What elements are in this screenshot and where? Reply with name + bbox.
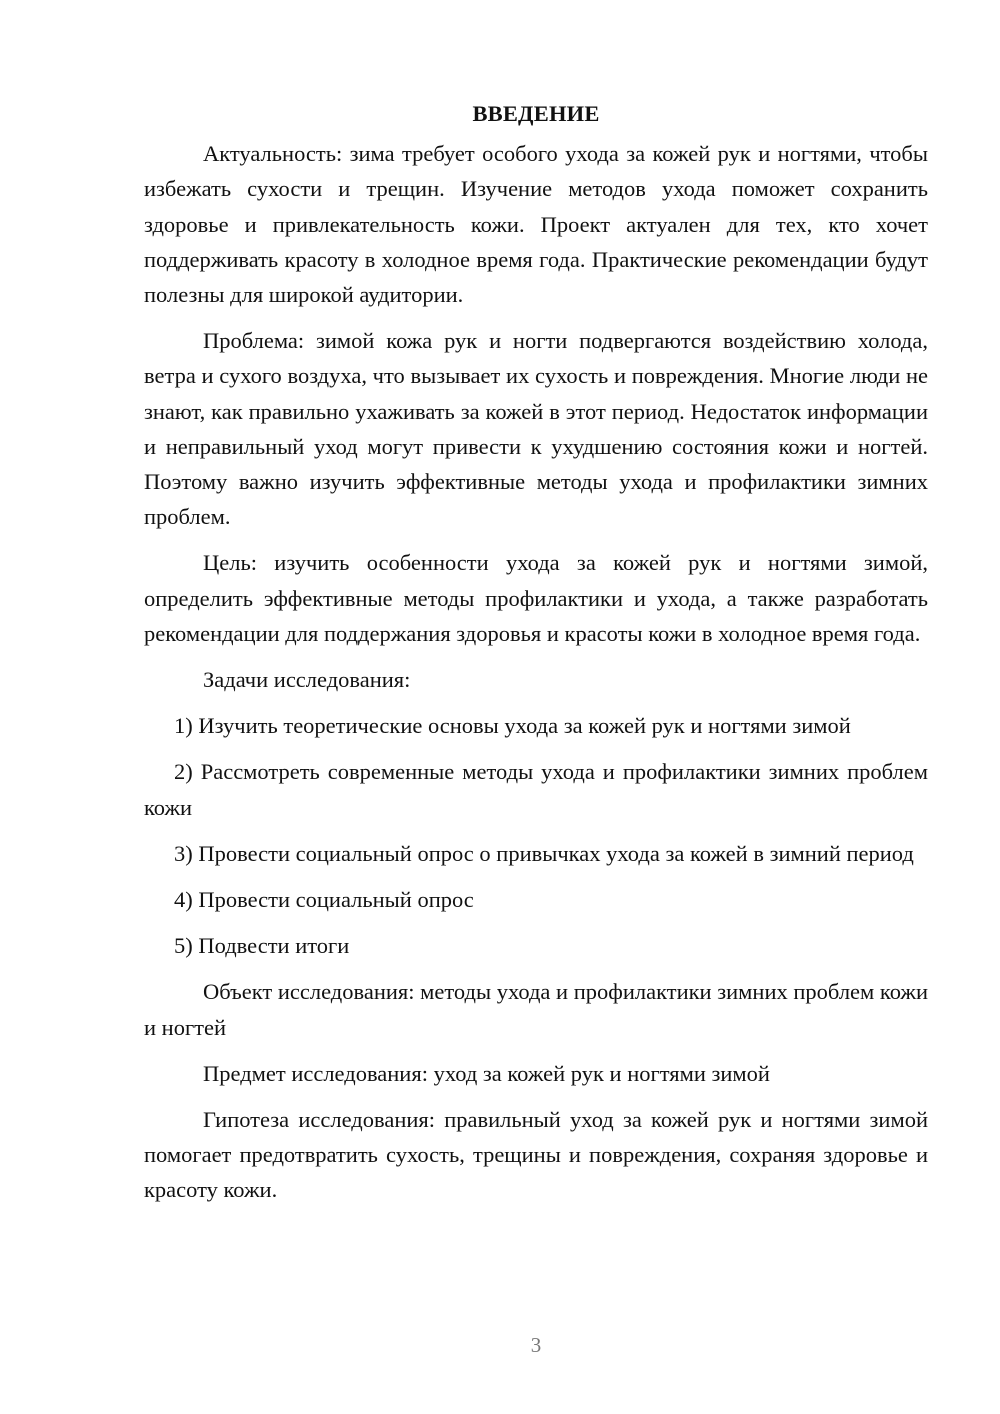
relevance-paragraph: Актуальность: зима требует особого ухода за кожей рук и ногтями, чтобы избежать сухости и трещин. Изучение методов ухода поможет сохранить здоровье и привлекательность кожи. Проект актуален для тех, кто хочет поддерживать красоту в холодное время года. Практические рекомендации будут полезны для широкой аудитории. [144,141,928,308]
task-item: 5) Подвести итоги [174,933,350,959]
goal-paragraph: Цель: изучить особенности ухода за кожей рук и ногтями зимой, определить эффективные методы профилактики и ухода, а также разработать рекомендации для поддержания здоровья и красоты кожи в холодное время года. [144,550,928,646]
section-heading: ВВЕДЕНИЕ [472,101,600,126]
tasks-heading: Задачи исследования: [203,667,411,693]
document-page [144,96,928,1219]
object-paragraph: Объект исследования: методы ухода и профилактики зимних проблем кожи и ногтей [144,979,928,1040]
problem-paragraph: Проблема: зимой кожа рук и ногти подвергаются воздействию холода, ветра и сухого воздуха, что вызывает их сухость и повреждения. Многие люди не знают, как правильно ухаживать за кожей в этот период. Недостаток информации и неправильный уход могут привести к ухудшению состояния кожи и ногтей. Поэтому важно изучить эффективные методы ухода и профилактики зимних проблем. [144,328,928,530]
subject-paragraph: Предмет исследования: уход за кожей рук и ногтями зимой [203,1060,770,1086]
page-number: 3 [530,1333,542,1357]
task-item: 1) Изучить теоретические основы ухода за кожей рук и ногтями зимой [174,713,851,739]
task-item: 2) Рассмотреть современные методы ухода и профилактики зимних проблем кожи [144,759,928,820]
task-item: 3) Провести социальный опрос о привычках ухода за кожей в зимний период [174,840,914,866]
task-item: 4) Провести социальный опрос [174,887,474,913]
hypothesis-paragraph: Гипотеза исследования: правильный уход за кожей рук и ногтями зимой помогает предотвратить сухость, трещины и повреждения, сохраняя здоровье и красоту кожи. [144,1107,928,1203]
